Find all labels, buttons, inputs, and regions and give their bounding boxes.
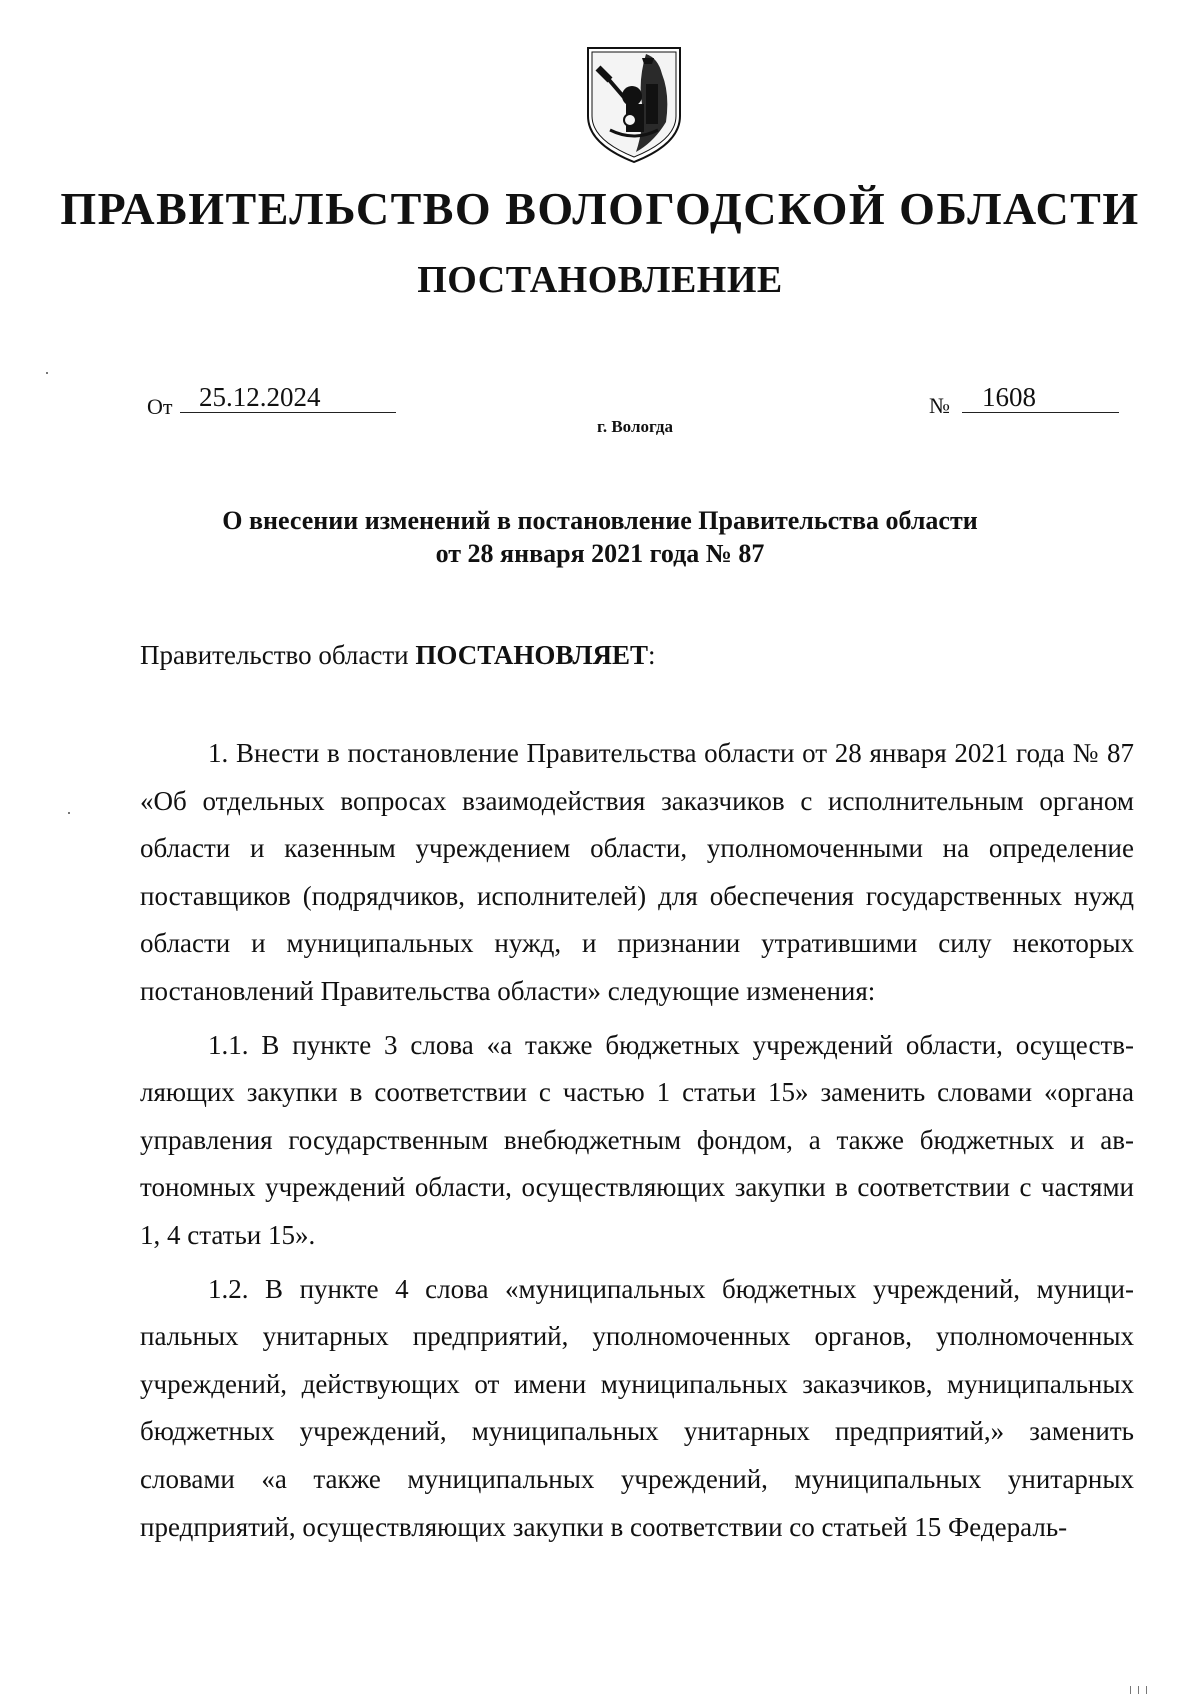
scan-mark (1138, 1686, 1139, 1694)
scan-mark (68, 812, 70, 814)
document-body (140, 730, 1134, 1557)
preamble-emphasis: ПОСТАНОВЛЯЕТ (415, 640, 648, 670)
city: г. Вологда (597, 417, 673, 436)
subject-line: О внесении изменений в постановление Правительства области (222, 506, 978, 535)
coat-of-arms-icon (584, 44, 684, 166)
number-field: 1608 (962, 382, 1119, 413)
paragraph: 1.1. В пункте 3 слова «а также бюджетных учреждений области, осуществляющих закупки в соответствии с частью 1 статьи 15» заменить словами «органа управления государственным внебюджетным фондом, а также бюджетных и автономных учреждений области, осуществляющих закупки в соответствии с частями 1, 4 статьи 15». (140, 1029, 1134, 1250)
scan-mark (46, 372, 48, 374)
date-field: 25.12.2024 (180, 382, 396, 413)
number-label: № (929, 393, 950, 418)
scan-mark (1146, 1686, 1147, 1694)
document-type: ПОСТАНОВЛЕНИЕ (417, 259, 783, 301)
preamble-text: Правительство области (140, 640, 416, 670)
date-label: От (147, 394, 173, 419)
subject-line: от 28 января 2021 года № 87 (435, 539, 765, 568)
paragraph: 1.2. В пункте 4 слова «муниципальных бюджетных учреждений, муниципальных унитарных предприятий, уполномоченных органов, уполномоченных учреждений, действующих от имени муниципальных заказчиков, муниципальных бюджетных учреждений, муниципальных унитарных предприятий,» заменить словами «а также муниципальных учреждений, муниципальных унитарных предприятий, осуществляющих закупки в соответствии со статьей 15 Федераль- (140, 1273, 1134, 1542)
paragraph: 1. Внести в постановление Правительства области от 28 января 2021 года № 87 «Об отдельных вопросах взаимодействия заказчиков с исполнительным органом области и казенным учреждением области, уполномоченными на определение поставщиков (подрядчиков, исполнителей) для обеспечения государственных нужд области и муниципальных нужд, и признании утратившими силу некоторых постановлений Правительства области» следующие изменения: (140, 738, 1134, 1006)
subject-heading (140, 504, 1060, 570)
scan-mark (1130, 1686, 1131, 1694)
preamble (140, 640, 656, 671)
preamble-suffix: : (647, 640, 656, 670)
government-title: ПРАВИТЕЛЬСТВО ВОЛОГОДСКОЙ ОБЛАСТИ (60, 183, 1140, 234)
